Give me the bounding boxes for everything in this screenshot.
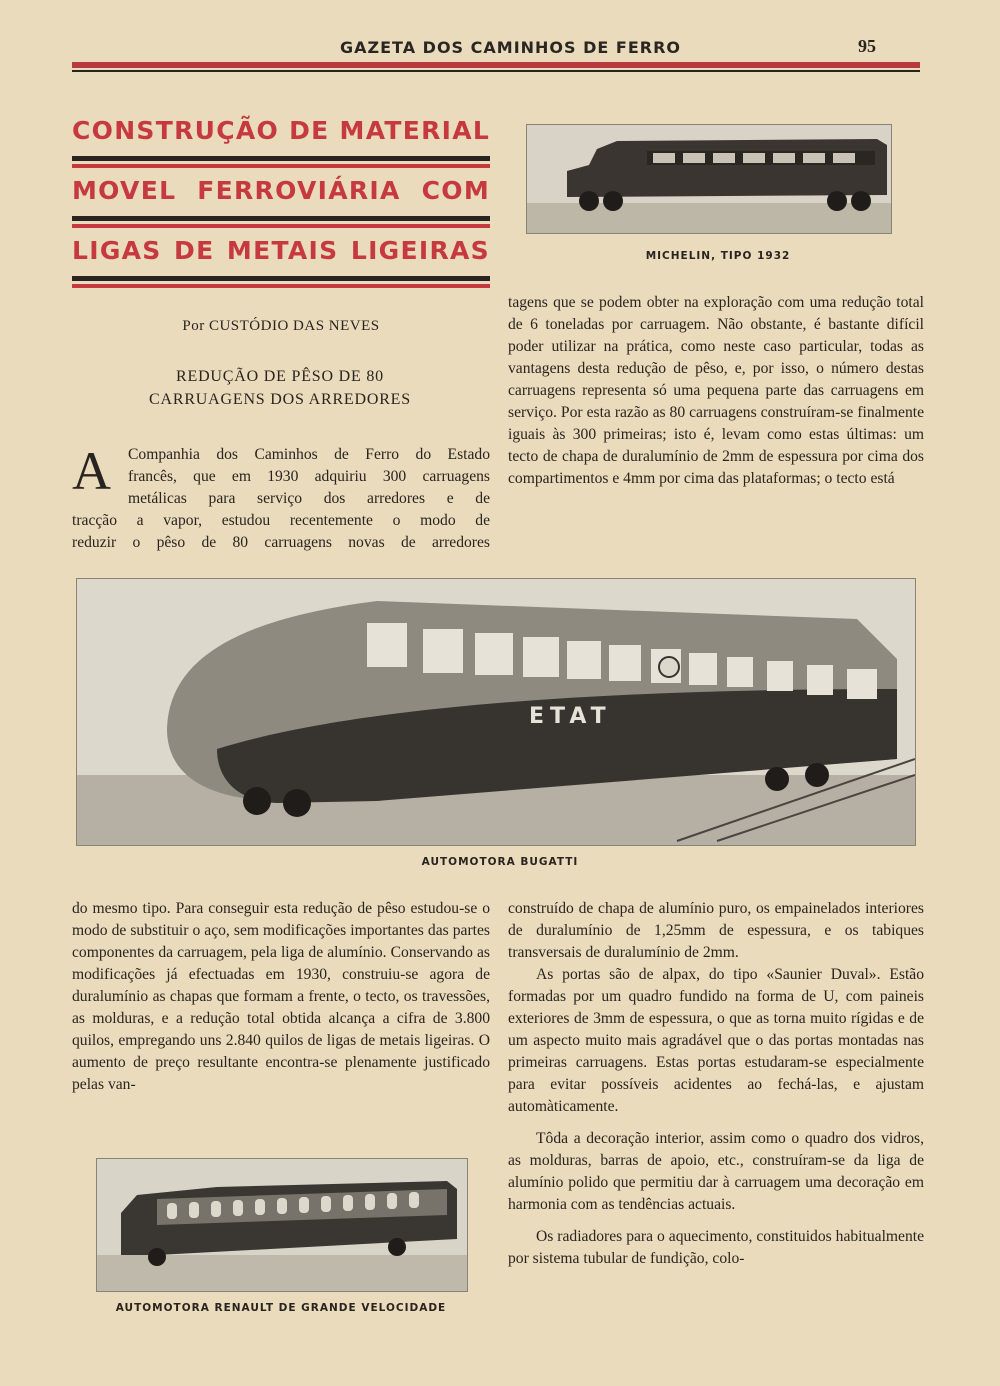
intro-line: Companhia dos Caminhos de Ferro do Estado [128,446,490,463]
page-number: 95 [858,36,876,56]
header-rule-thin [72,70,920,72]
etat-lettering: ETAT [529,704,612,729]
body-paragraph: tagens que se podem obter na exploração com uma redução total de 6 toneladas por carruagem. Não obstante, é bastante difícil poder utilizar na prática, como neste caso particular, todas as vantagens desta redução de pêso, e, por isso, o número destas carruagens representa só uma pequena parte das carruagens em serviço. Por esta razão as 80 carruagens construíram-se finalmente iguais às 300 primeiras; isto é, levam como estas últimas: um tecto de chapa de duralumínio de 2mm de espessura por cima dos compartimentos e 4mm por cima das plataformas; o tecto está [508,294,924,487]
drop-cap: A [72,441,111,501]
left-top-text [72,510,490,554]
subtitle-line-1: REDUÇÃO DE PÊSO DE 80 [176,368,384,385]
bugatti-caption: AUTOMOTORA BUGATTI [421,856,579,868]
intro-line: francês, que em 1930 adquiriu 300 carruagens [128,468,490,485]
article-title-line-2: MOVEL FERROVIÁRIA COM [72,176,490,205]
right-bottom-text [508,898,924,1270]
body-line: tracção a vapor, estudou recentemente o modo de [72,512,490,529]
title-rule [72,216,490,221]
body-paragraph: construído de chapa de alumínio puro, os empainelados interiores de duralumínio de 1,25mm de espessura, e os tabiques transversais de duralumínio de 2mm. [508,900,924,961]
intro-text [128,444,490,510]
renault-caption: AUTOMOTORA RENAULT DE GRANDE VELOCIDADE [115,1302,447,1314]
right-top-text [508,292,924,490]
body-paragraph: Tôda a decoração interior, assim como o quadro dos vidros, as molduras, barras de apoio, etc., construíram-se da liga de alumínio polido que permitiu dar à carruagem uma decoração em harmonia com as tendências actuais. [508,1130,924,1213]
renault-photo [96,1158,468,1292]
title-rule [72,156,490,161]
intro-line: metálicas para serviço dos arredores e de [128,490,490,507]
body-paragraph: As portas são de alpax, do tipo «Saunier Duval». Estão formadas por um quadro fundido na forma de U, com paineis exteriores de 3mm de espessura, o que as torna muito rígidas e de um aspecto muito mais agradável que o das portas montadas nas primeiras carruagens. Estas portas estudaram-se especialmente para evitar possíveis acidentes ao fechá-las, e ajustam automàticamente. [508,966,924,1115]
article-title-line-3: LIGAS DE METAIS LIGEIRAS [72,236,490,265]
title-rule-red [72,284,490,288]
article-title-line-1: CONSTRUÇÃO DE MATERIAL [72,116,491,145]
journal-title: GAZETA DOS CAMINHOS DE FERRO [340,38,682,57]
michelin-caption: MICHELIN, TIPO 1932 [645,250,791,262]
bugatti-photo [76,578,916,846]
title-rule-red [72,224,490,228]
title-rule [72,276,490,281]
body-paragraph: do mesmo tipo. Para conseguir esta redução de pêso estudou-se o modo de substituir o aço, sem modificações importantes das partes componentes da carruagem, pela liga de alumínio. Conservando as modificações já efectuadas em 1930, construiu-se agora de duralumínio as chapas que formam a frente, o tecto, os travessões, as molduras, e a redução total obtida alcança a cifra de 3.800 quilos, empregando uns 2.840 quilos de ligas de metais ligeiras. O aumento de preço resultante encontra-se plenamente justificado pelas van- [72,900,490,1093]
header-rule [72,62,920,68]
subtitle-line-2: CARRUAGENS DOS ARREDORES [149,391,411,408]
michelin-photo [526,124,892,234]
left-bottom-text [72,898,490,1096]
body-paragraph: Os radiadores para o aquecimento, constituidos habitualmente por sistema tubular de fundição, colo- [508,1228,924,1267]
body-line: reduzir o pêso de 80 carruagens novas de arredores [72,534,490,551]
byline: Por CUSTÓDIO DAS NEVES [182,318,380,334]
title-rule-red [72,164,490,168]
